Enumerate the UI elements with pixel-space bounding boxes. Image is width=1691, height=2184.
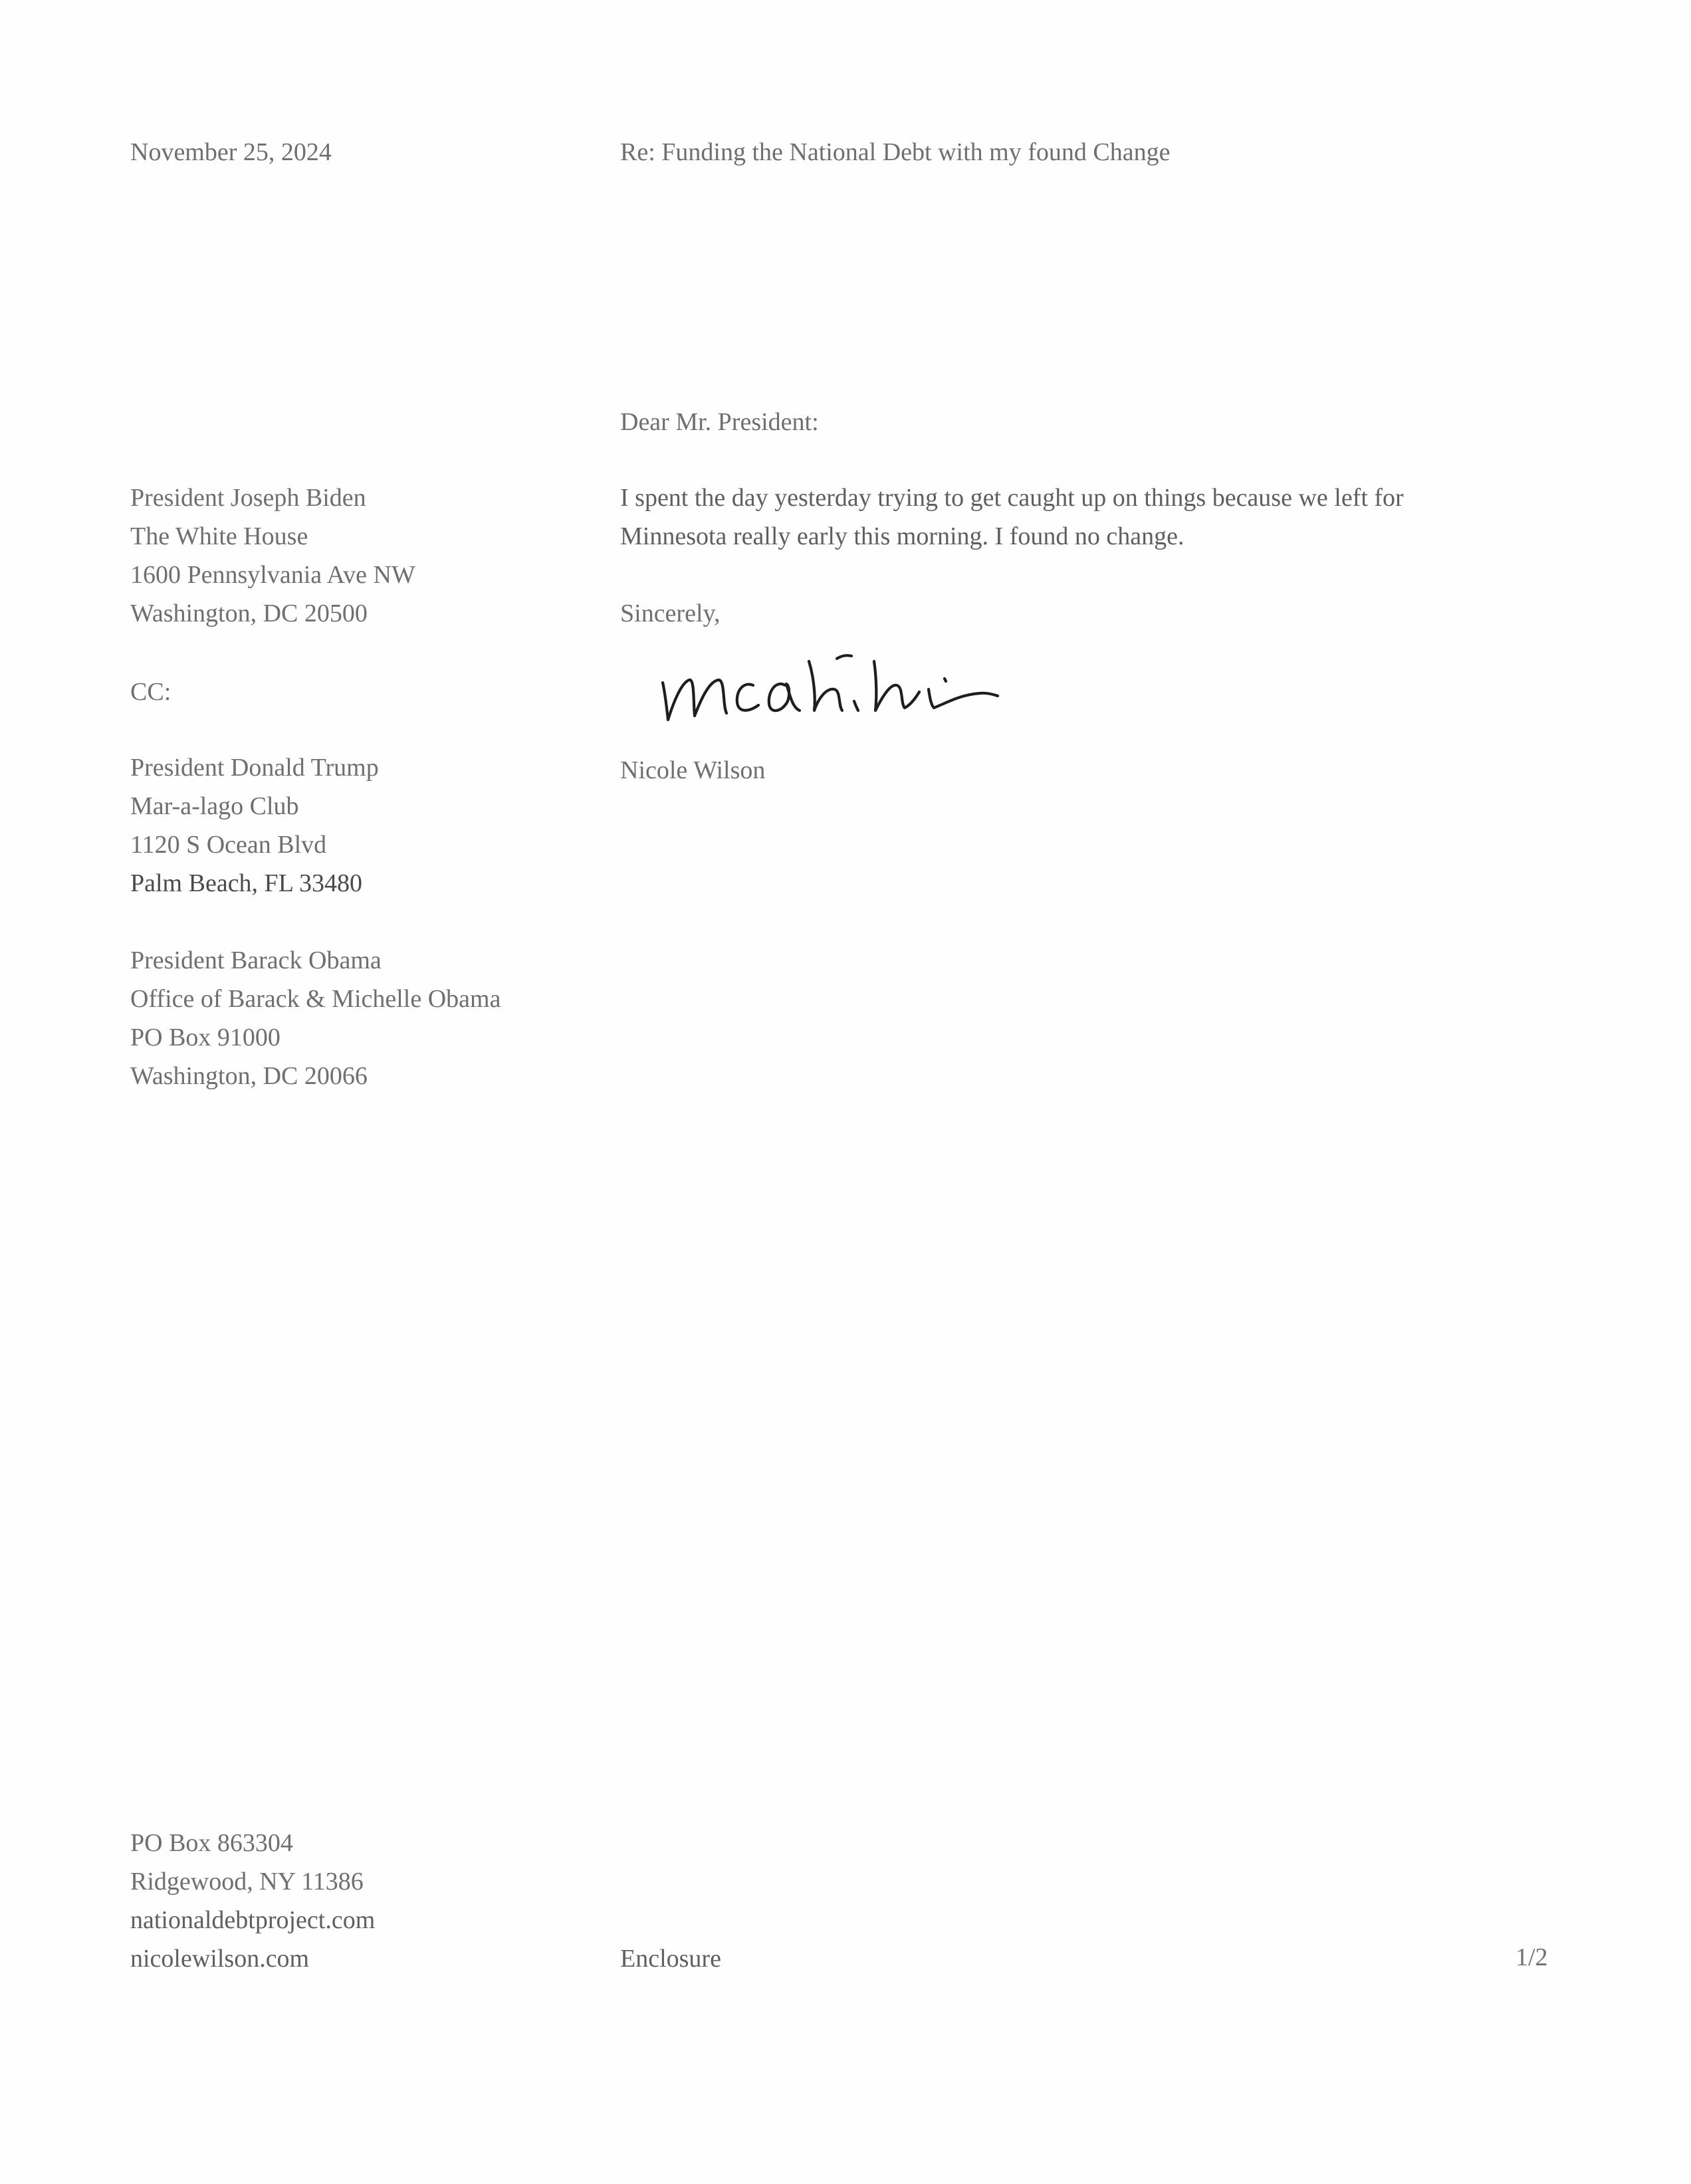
sender-line: Ridgewood, NY 11386 (130, 1868, 364, 1896)
sender-website: nationaldebtproject.com (130, 1906, 376, 1934)
cc-line: 1120 S Ocean Blvd (130, 831, 327, 859)
enclosure-note: Enclosure (620, 1945, 721, 1973)
body-line: Minnesota really early this morning. I found no change. (620, 522, 1184, 550)
cc-address (130, 941, 501, 1095)
cc-label: CC: (130, 678, 171, 706)
cc-line: Washington, DC 20066 (130, 1062, 368, 1090)
cc-line: Office of Barack & Michelle Obama (130, 985, 501, 1013)
cc-line: Mar-a-lago Club (130, 792, 299, 820)
recipient-line: The White House (130, 522, 308, 550)
recipient-address (130, 479, 415, 633)
recipient-name: President Joseph Biden (130, 484, 366, 512)
body-line: I spent the day yesterday trying to get caught up on things because we left for (620, 484, 1404, 512)
cc-name: President Donald Trump (130, 754, 379, 782)
recipient-line: Washington, DC 20500 (130, 600, 368, 627)
salutation: Dear Mr. President: (620, 408, 819, 436)
letter-body (620, 479, 1404, 556)
cc-name: President Barack Obama (130, 946, 382, 974)
signer-name: Nicole Wilson (620, 756, 766, 784)
sender-website: nicolewilson.com (130, 1945, 310, 1973)
page-number: 1/2 (1516, 1943, 1548, 1971)
cc-line: Palm Beach, FL 33480 (130, 869, 362, 897)
sender-address (130, 1824, 375, 1978)
letter-subject: Re: Funding the National Debt with my found Change (620, 138, 1171, 166)
cc-line: PO Box 91000 (130, 1024, 281, 1051)
cc-address (130, 748, 379, 903)
letter-date: November 25, 2024 (130, 138, 332, 166)
closing: Sincerely, (620, 600, 721, 627)
sender-line: PO Box 863304 (130, 1829, 293, 1857)
handwritten-signature (655, 641, 1000, 741)
recipient-line: 1600 Pennsylvania Ave NW (130, 561, 415, 589)
